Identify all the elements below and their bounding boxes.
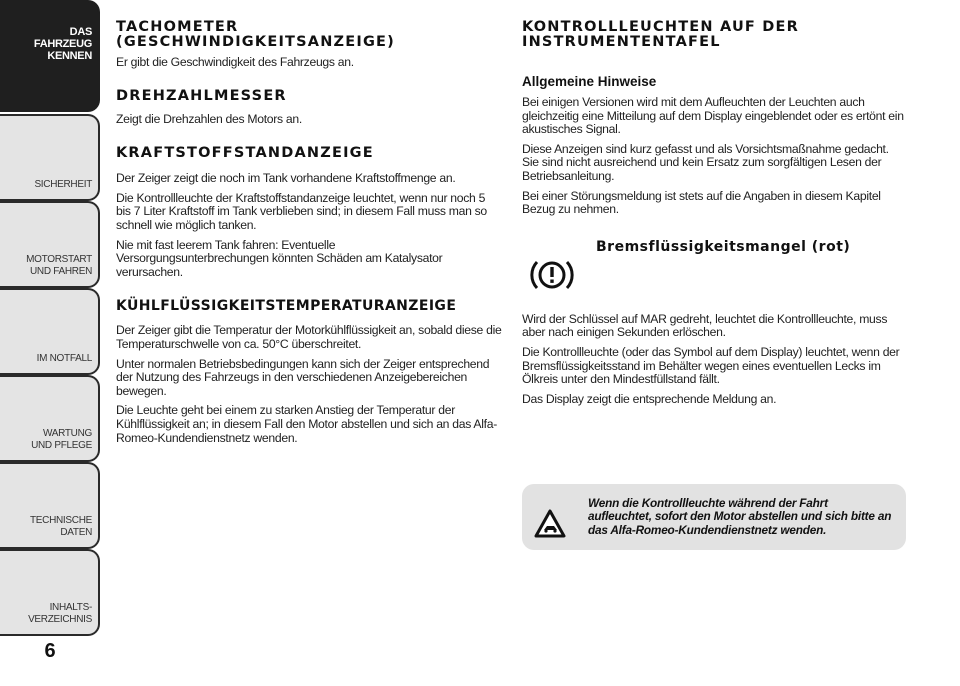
- coolant-text-1: Der Zeiger gibt die Temperatur der Motorkühlflüssigkeit an, sobald diese die Temperaturschwelle von ca. 50°C überschreitet.: [116, 323, 502, 351]
- tab-label: WARTUNG UND PFLEGE: [31, 428, 92, 451]
- general-notes-heading: Allgemeine Hinweise: [522, 74, 657, 89]
- brake-fluid-warning-icon: [522, 245, 582, 305]
- tab-wartung-und-pflege[interactable]: [0, 375, 100, 462]
- tab-label: INHALTS- VERZEICHNIS: [28, 602, 92, 625]
- tab-das-fahrzeug-kennen[interactable]: [0, 0, 100, 112]
- page-number: 6: [44, 640, 56, 662]
- warning-lights-heading: KONTROLLLEUCHTEN AUF DER INSTRUMENTENTAFEL: [522, 19, 799, 50]
- caution-note: [522, 484, 906, 550]
- tab-sicherheit[interactable]: [0, 114, 100, 201]
- rpm-text: Zeigt die Drehzahlen des Motors an.: [116, 111, 302, 126]
- tab-label: DAS FAHRZEUG KENNEN: [33, 26, 92, 62]
- brake-text-3: Das Display zeigt die entsprechende Meldung an.: [522, 391, 777, 406]
- right-column: [522, 20, 908, 406]
- tab-inhaltsverzeichnis[interactable]: [0, 549, 100, 636]
- chapter-sidebar: [0, 0, 100, 640]
- tachometer-text: Er gibt die Geschwindigkeit des Fahrzeugs an.: [116, 55, 354, 69]
- tab-label: MOTORSTART UND FAHREN: [26, 254, 92, 277]
- coolant-text-3: Die Leuchte geht bei einem zu starken Anstieg der Temperatur der Kühlflüssigkeit an; in diesem Fall den Motor abstellen und sich an das Alfa-Romeo-Kundendienstnetz wenden.: [116, 403, 497, 445]
- tab-technische-daten[interactable]: [0, 462, 100, 549]
- tab-motorstart-und-fahren[interactable]: [0, 201, 100, 288]
- caution-note-text: Wenn die Kontrollleuchte während der Fahrt aufleuchtet, sofort den Motor abstellen und sich bitte an das Alfa-Romeo-Kundendienstnetz wenden.: [588, 495, 892, 537]
- tab-label: TECHNISCHE DATEN: [29, 515, 92, 538]
- brake-text-1: Wird der Schlüssel auf MAR gedreht, leuchtet die Kontrollleuchte, muss aber nach einigen Sekunden erlöschen.: [522, 311, 888, 340]
- tab-label: SICHERHEIT: [34, 179, 92, 190]
- coolant-heading: KÜHLFLÜSSIGKEITSTEMPERATURANZEIGE: [116, 298, 457, 315]
- brake-warning-header: [522, 235, 908, 305]
- left-column: [116, 20, 502, 445]
- tachometer-heading: TACHOMETER (GESCHWINDIGKEITSANZEIGE): [116, 19, 395, 50]
- tab-label: IM NOTFALL: [36, 353, 92, 364]
- rpm-heading: DREHZAHLMESSER: [116, 87, 287, 104]
- general-text-2: Diese Anzeigen sind kurz gefasst und als Vorsichtsmaßnahme gedacht. Sie sind nicht ausreichend und kein Ersatz zum sorgfältigen Lesen der Betriebsanleitung.: [522, 141, 889, 183]
- tab-im-notfall[interactable]: [0, 288, 100, 375]
- fuel-heading: KRAFTSTOFFSTANDANZEIGE: [116, 145, 374, 162]
- coolant-text-2: Unter normalen Betriebsbedingungen kann sich der Zeiger entsprechend der Nutzung des Fahrzeugs in den verschiedenen Anzeigebereichen bewegen.: [116, 356, 490, 398]
- brake-text-2: Die Kontrollleuchte (oder das Symbol auf dem Display) leuchtet, wenn der Bremsflüssigkeitsstand im Behälter wegen eines eventuellen Lecks im Ölkreis unter den Mindestfüllstand fällt.: [522, 344, 900, 387]
- fuel-text-2: Die Kontrollleuchte der Kraftstoffstandanzeige leuchtet, wenn nur noch 5 bis 7 Liter Kraftstoff im Tank verblieben sind; in diesem Fall muss man so schnell wie möglich tanken.: [116, 190, 487, 232]
- caution-triangle-icon: [534, 509, 566, 539]
- brake-warning-title: Bremsflüssigkeitsmangel (rot): [596, 238, 851, 255]
- general-text-1: Bei einigen Versionen wird mit dem Aufleuchten der Leuchten auch gleichzeitig eine Mitteilung auf dem Display eingeblendet oder es ertönt ein akustisches Signal.: [522, 95, 904, 137]
- fuel-text-1: Der Zeiger zeigt die noch im Tank vorhandene Kraftstoffmenge an.: [116, 171, 456, 186]
- fuel-text-3: Nie mit fast leerem Tank fahren: Eventuelle Versorgungsunterbrechungen könnten Schäden am Katalysator verursachen.: [116, 237, 443, 279]
- general-text-3: Bei einer Störungsmeldung ist stets auf die Angaben in diesem Kapitel Bezug zu nehmen.: [522, 188, 881, 217]
